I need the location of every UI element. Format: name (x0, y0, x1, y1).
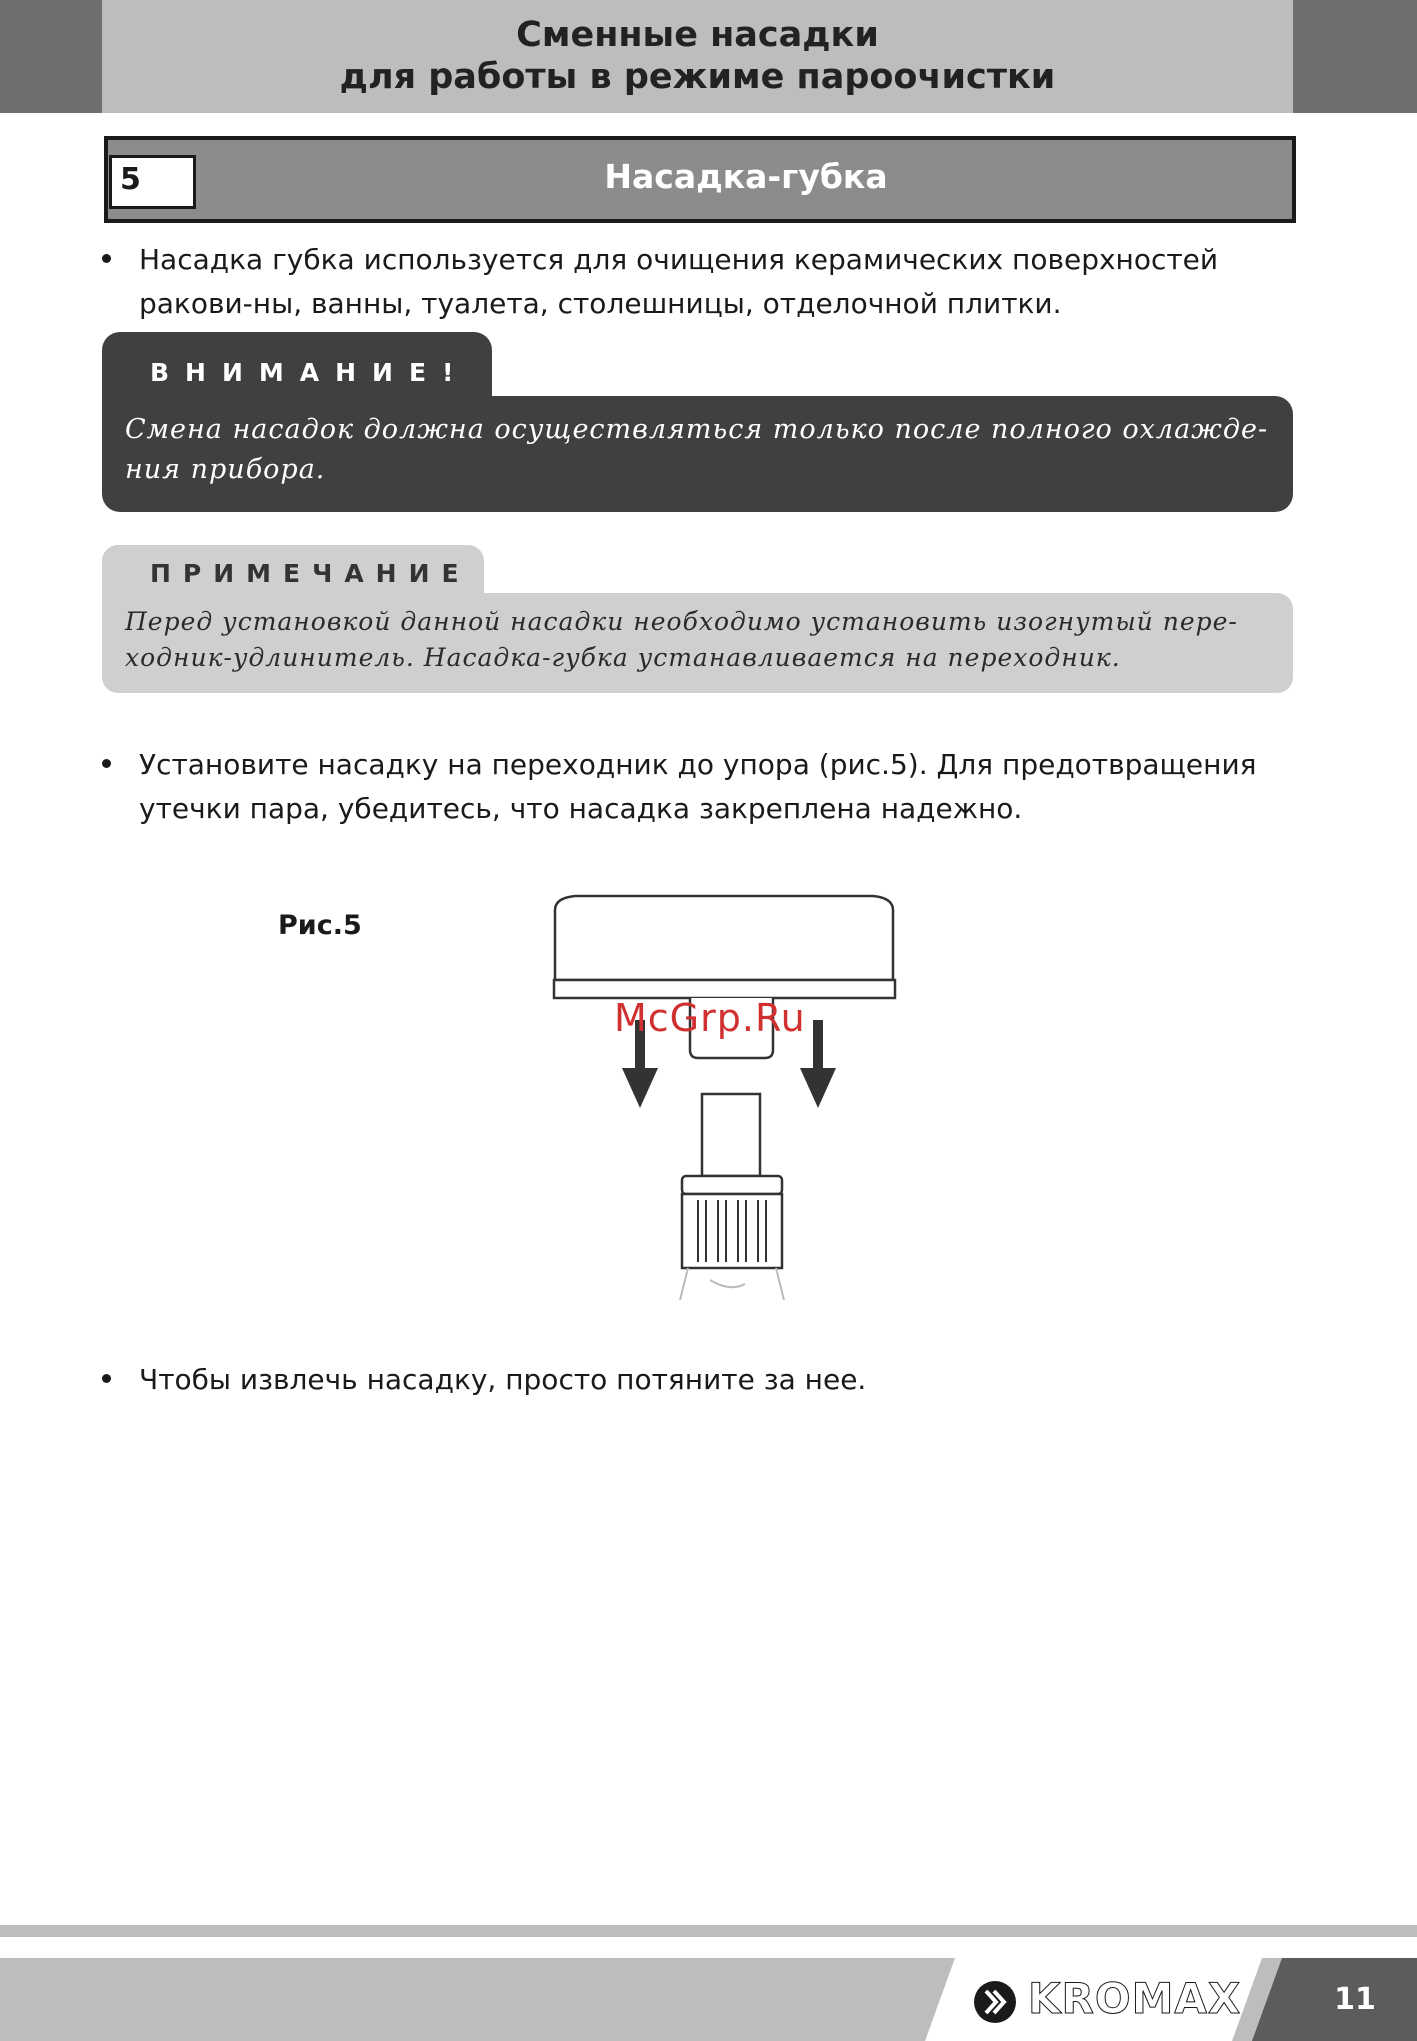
page-title-line-2: для работы в режиме пароочистки (339, 57, 1056, 97)
brand-name: KROMAX (1028, 1974, 1242, 2023)
page-title (102, 14, 1293, 98)
paragraph-text: Насадка губка используется для очищения керамических поверхностей ракови-ны, ванны, туалета, столешницы, отделочной плитки. (139, 243, 1219, 320)
bullet-icon (102, 1374, 111, 1383)
warning-text: Смена насадок должна осуществляться только после полного охлажде-ния прибора. (125, 414, 1269, 485)
adapter-hose-fade (680, 1268, 784, 1300)
warning-label: ВНИМАНИЕ! (150, 358, 470, 387)
section-number: 5 (120, 162, 141, 197)
watermark: McGrp.Ru (614, 996, 806, 1040)
note-text: Перед установкой данной насадки необходимо установить изогнутый пере-ходник-удлинитель. Насадка-губка устанавливается на переходник. (125, 607, 1238, 672)
paragraph-text: Установите насадку на переходник до упора (рис.5). Для предотвращения утечки пара, убедитесь, что насадка закреплена надежно. (139, 748, 1257, 825)
footer-stripe (0, 1925, 1417, 1937)
figure-label: Рис.5 (278, 910, 362, 941)
sponge-attachment-illustration (540, 880, 920, 1320)
header-right-block (1293, 0, 1417, 113)
bullet-icon (102, 759, 111, 768)
bullet-paragraph-1 (102, 238, 1302, 328)
adapter-coupling (682, 1176, 782, 1194)
page-title-line-1: Сменные насадки (516, 15, 879, 55)
header-left-block (0, 0, 102, 113)
kromax-logo-icon (972, 1979, 1018, 2025)
section-title: Насадка-губка (604, 157, 888, 196)
note-label: ПРИМЕЧАНИЕ (150, 559, 471, 588)
paragraph-text: Чтобы извлечь насадку, просто потяните за нее. (139, 1363, 867, 1396)
page-number: 11 (1334, 1982, 1376, 2017)
bullet-paragraph-2 (102, 743, 1302, 833)
adapter-tube (702, 1094, 760, 1176)
bullet-icon (102, 254, 111, 263)
sponge-head (555, 896, 893, 980)
bullet-paragraph-3 (102, 1358, 1302, 1404)
